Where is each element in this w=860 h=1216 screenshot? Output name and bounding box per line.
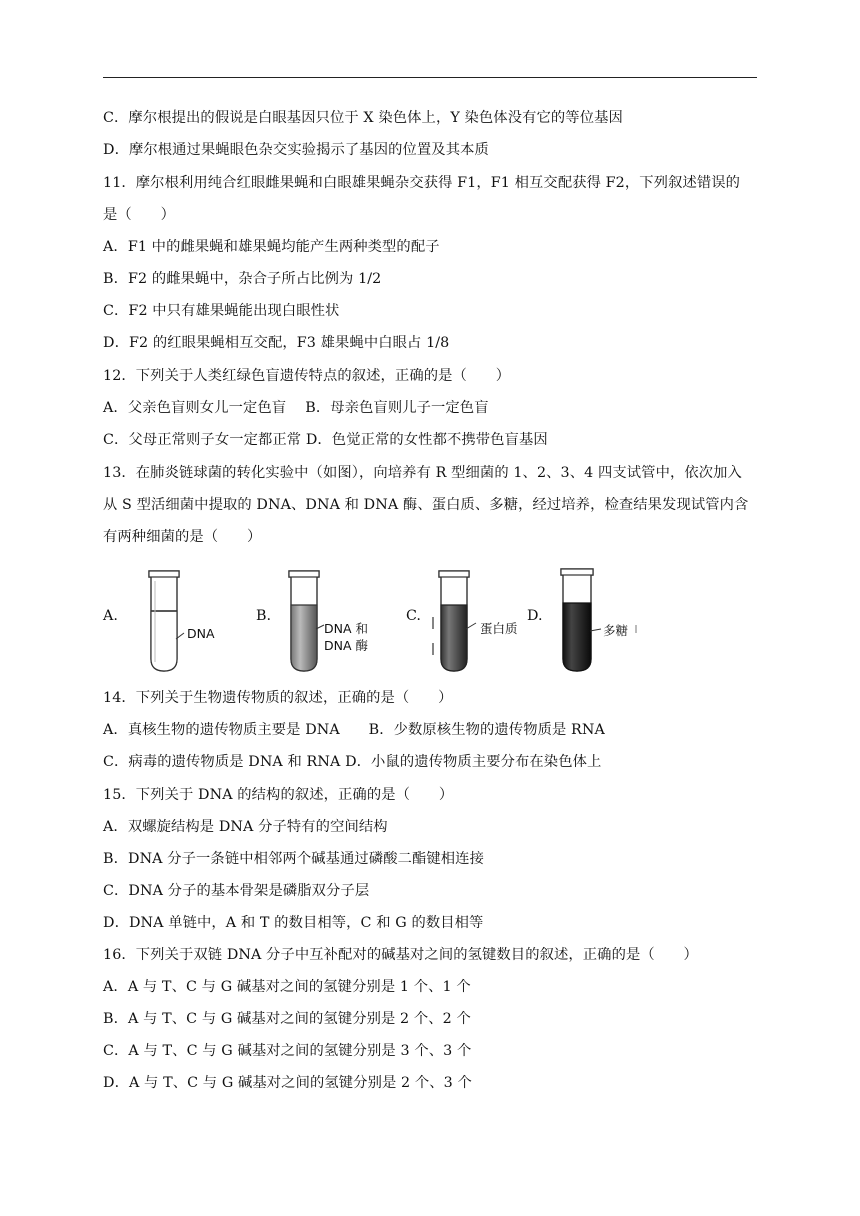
q14-stem: 14．下列关于生物遗传物质的叙述，正确的是（ ） bbox=[103, 690, 453, 706]
q15-stem: 15．下列关于 DNA 的结构的叙述，正确的是（ ） bbox=[103, 787, 454, 803]
header-rule bbox=[103, 77, 757, 78]
q13-option-d-label: 多糖 bbox=[603, 623, 629, 638]
q13-option-b-label-line2: DNA 酶 bbox=[324, 638, 369, 653]
q11-option-a: A．F1 中的雌果蝇和雄果蝇均能产生两种类型的配子 bbox=[103, 239, 440, 255]
q12-options-ab: A．父亲色盲则女儿一定色盲 B．母亲色盲则儿子一定色盲 bbox=[103, 400, 489, 416]
q15-option-b: B．DNA 分子一条链中相邻两个碱基通过磷酸二酯键相连接 bbox=[103, 851, 484, 867]
q11-option-c: C．F2 中只有雄果蝇能出现白眼性状 bbox=[103, 303, 340, 319]
q13-option-a-label: DNA bbox=[187, 626, 215, 641]
q10-option-c: C．摩尔根提出的假说是白眼基因只位于 X 染色体上，Y 染色体没有它的等位基因 bbox=[103, 110, 623, 126]
q16-option-d: D．A 与 T、C 与 G 碱基对之间的氢键分别是 2 个、3 个 bbox=[103, 1075, 472, 1091]
q12-options-cd: C．父母正常则子女一定都正常 D．色觉正常的女性都不携带色盲基因 bbox=[103, 432, 548, 448]
q15-option-a: A．双螺旋结构是 DNA 分子特有的空间结构 bbox=[103, 819, 388, 835]
q13-option-c-label: 蛋白质 bbox=[480, 621, 518, 636]
q12-stem: 12．下列关于人类红绿色盲遗传特点的叙述，正确的是（ ） bbox=[103, 368, 511, 384]
q13-stem-line1: 13．在肺炎链球菌的转化实验中（如图），向培养有 R 型细菌的 1、2、3、4 四支试管中，依次加入 bbox=[103, 465, 742, 481]
q16-option-c: C．A 与 T、C 与 G 碱基对之间的氢键分别是 3 个、3 个 bbox=[103, 1043, 472, 1059]
q13-option-c-letter: C. bbox=[406, 608, 421, 624]
q13-option-a-letter: A. bbox=[103, 608, 118, 624]
q13-stem-line3: 有两种细菌的是（ ） bbox=[103, 529, 262, 545]
test-tube-polysaccharide-icon bbox=[554, 567, 714, 675]
q16-option-a: A．A 与 T、C 与 G 碱基对之间的氢键分别是 1 个、1 个 bbox=[103, 979, 471, 995]
q15-option-d: D．DNA 单链中，A 和 T 的数目相等，C 和 G 的数目相等 bbox=[103, 915, 484, 931]
q16-stem: 16．下列关于双链 DNA 分子中互补配对的碱基对之间的氢键数目的叙述，正确的是（ ） bbox=[103, 947, 698, 963]
q13-option-b-letter: B. bbox=[256, 608, 272, 624]
q11-stem-line1: 11．摩尔根利用纯合红眼雌果蝇和白眼雄果蝇杂交获得 F1，F1 相互交配获得 F2，下列叙述错误的 bbox=[103, 175, 741, 191]
q13-option-b-label-line1: DNA 和 bbox=[324, 621, 369, 636]
q14-options-cd: C．病毒的遗传物质是 DNA 和 RNA D．小鼠的遗传物质主要分布在染色体上 bbox=[103, 754, 602, 770]
test-tube-dna-icon bbox=[140, 567, 300, 675]
q10-option-d: D．摩尔根通过果蝇眼色杂交实验揭示了基因的位置及其本质 bbox=[103, 142, 489, 158]
q16-option-b: B．A 与 T、C 与 G 碱基对之间的氢键分别是 2 个、2 个 bbox=[103, 1011, 471, 1027]
q13-stem-line2: 从 S 型活细菌中提取的 DNA、DNA 和 DNA 酶、蛋白质、多糖，经过培养，检查结果发现试管内含 bbox=[103, 497, 749, 513]
q13-option-d-letter: D. bbox=[527, 608, 543, 624]
q15-option-c: C．DNA 分子的基本骨架是磷脂双分子层 bbox=[103, 883, 370, 899]
q11-stem-line2: 是（ ） bbox=[103, 207, 175, 223]
q14-options-ab: A．真核生物的遗传物质主要是 DNA B．少数原核生物的遗传物质是 RNA bbox=[103, 722, 605, 738]
q11-option-d: D．F2 的红眼果蝇相互交配，F3 雄果蝇中白眼占 1/8 bbox=[103, 335, 450, 351]
q11-option-b: B．F2 的雌果蝇中，杂合子所占比例为 1/2 bbox=[103, 271, 382, 287]
